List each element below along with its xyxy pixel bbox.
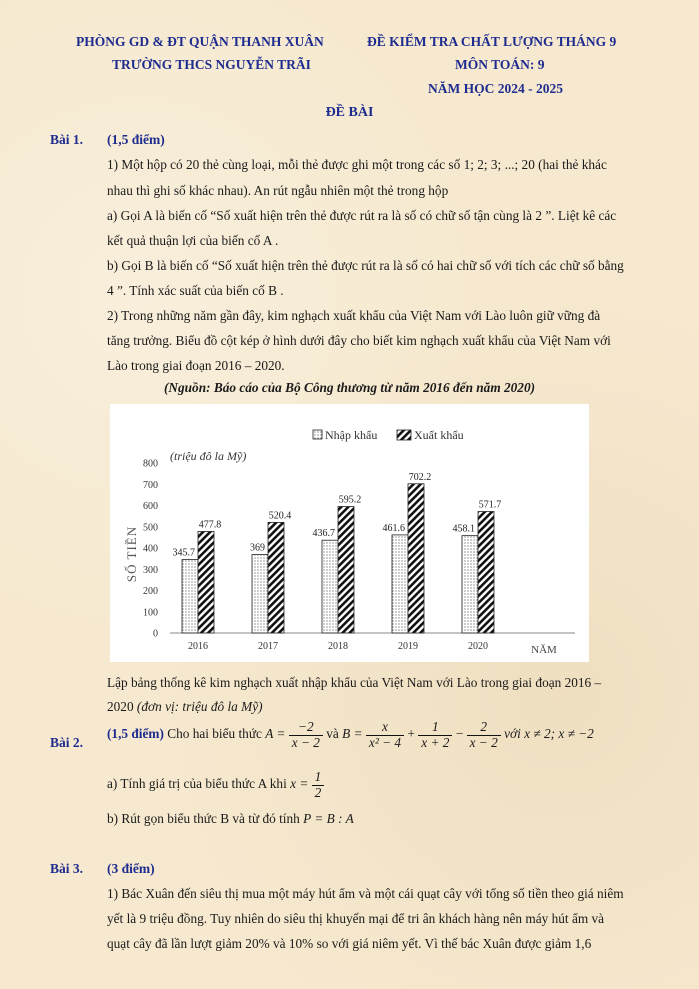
chart-task-year: 2020 bbox=[107, 699, 137, 714]
import-bar bbox=[462, 536, 478, 633]
problem-2b bbox=[107, 811, 354, 827]
expr-b-term1 bbox=[366, 720, 404, 750]
legend-label-export: Xuất khẩu bbox=[414, 428, 464, 442]
fraction-denominator: x² − 4 bbox=[368, 734, 402, 750]
problem-1-line: 4 ”. Tính xác suất của biến cố B . bbox=[107, 283, 284, 298]
import-bar bbox=[182, 560, 198, 633]
import-bar bbox=[322, 540, 338, 633]
y-tick-label: 600 bbox=[143, 501, 158, 512]
x-tick-label: 2019 bbox=[398, 641, 418, 652]
expr-a-lhs: A = bbox=[265, 726, 286, 742]
problem-1-line: nhau thì ghi số khác nhau). An rút ngẫu nhiên một thẻ trong hộp bbox=[107, 183, 449, 198]
exam-title: ĐỀ KIỂM TRA CHẤT LƯỢNG THÁNG 9 bbox=[367, 34, 617, 49]
x-tick-label: 2017 bbox=[258, 641, 278, 652]
problem-1-line: kết quả thuận lợi của biến cố A . bbox=[107, 233, 279, 248]
expr-b-term3 bbox=[467, 720, 501, 750]
fraction-numerator: 1 bbox=[418, 720, 452, 736]
problem-2a-x: x = bbox=[290, 776, 309, 792]
expr-a-fraction bbox=[289, 720, 323, 750]
problem-1-line: 1) Một hộp có 20 thẻ cùng loại, mỗi thẻ được ghi một trong các số 1; 2; 3; ...; 20 (hai thẻ khác bbox=[107, 157, 607, 172]
chart-task-line-2 bbox=[107, 699, 263, 715]
export-bar bbox=[338, 507, 354, 633]
expr-b-term2 bbox=[418, 720, 452, 750]
legend-swatch-export bbox=[397, 430, 411, 440]
fraction-numerator: 1 bbox=[312, 770, 325, 786]
x-tick-label: 2018 bbox=[328, 641, 348, 652]
y-tick-label: 300 bbox=[143, 564, 158, 576]
y-axis-title: SỐ TIỀN bbox=[124, 525, 139, 583]
y-tick-label: 800 bbox=[143, 458, 158, 470]
problem-1-points: (1,5 điểm) bbox=[107, 132, 165, 147]
import-value-label: 461.6 bbox=[382, 522, 405, 534]
fraction-numerator: 2 bbox=[467, 720, 501, 736]
x-tick-label: 2016 bbox=[188, 641, 208, 652]
import-bar bbox=[392, 535, 408, 633]
subject: MÔN TOÁN: 9 bbox=[455, 57, 545, 72]
legend-label-import: Nhập khẩu bbox=[325, 428, 378, 442]
problem-1-line: 2) Trong những năm gần đây, kim nghạch xuất khẩu của Việt Nam với Lào luôn giữ vững đà bbox=[107, 308, 601, 323]
x-tick-label: 2020 bbox=[468, 641, 488, 652]
import-value-label: 436.7 bbox=[312, 528, 335, 540]
y-tick-label: 400 bbox=[143, 543, 158, 555]
export-value-label: 520.4 bbox=[268, 510, 292, 522]
problem-1-line: tăng trưởng. Biểu đồ cột kép ở hình dưới đây cho biết kim nghạch xuất khẩu của Việt Nam với bbox=[107, 333, 611, 348]
chart-panel bbox=[110, 404, 589, 662]
import-value-label: 369 bbox=[250, 542, 265, 554]
unit-note: (triệu đô la Mỹ) bbox=[170, 449, 247, 463]
problem-3-label: Bài 3. bbox=[50, 861, 84, 876]
problem-2-points: (1,5 điểm) bbox=[107, 726, 164, 742]
problem-2a bbox=[107, 770, 324, 800]
plus-sign: + bbox=[407, 726, 415, 742]
school-year: NĂM HỌC 2024 - 2025 bbox=[428, 81, 563, 96]
problem-2-statement bbox=[107, 720, 594, 750]
export-value-label: 571.7 bbox=[478, 499, 502, 511]
import-value-label: 458.1 bbox=[452, 523, 475, 535]
y-tick-label: 700 bbox=[143, 479, 158, 491]
school-name: TRƯỜNG THCS NGUYỄN TRÃI bbox=[112, 57, 311, 72]
problem-1-label: Bài 1. bbox=[50, 132, 84, 147]
problem-2a-text: a) Tính giá trị của biểu thức A khi bbox=[107, 776, 287, 792]
problem-1-line: Lào trong giai đoạn 2016 – 2020. bbox=[107, 358, 285, 373]
chart-task-line: Lập bảng thống kê kim nghạch xuất nhập khẩu của Việt Nam với Lào trong giai đoạn 2016 – bbox=[107, 675, 602, 690]
export-value-label: 702.2 bbox=[408, 471, 432, 483]
fraction-numerator: −2 bbox=[289, 720, 323, 736]
problem-2b-text: b) Rút gọn biểu thức B và từ đó tính bbox=[107, 811, 300, 826]
chart-source: (Nguồn: Báo cáo của Bộ Công thương từ năm 2016 đến năm 2020) bbox=[163, 380, 536, 395]
fraction-denominator: x + 2 bbox=[421, 734, 450, 750]
fraction-denominator: x − 2 bbox=[469, 734, 498, 750]
export-value-label: 595.2 bbox=[338, 494, 362, 506]
problem-2-label: Bài 2. bbox=[50, 735, 84, 750]
fraction-denominator: x − 2 bbox=[291, 734, 320, 750]
chart-task-unit: (đơn vị: triệu đô la Mỹ) bbox=[136, 699, 263, 714]
y-tick-label: 100 bbox=[143, 607, 158, 619]
problem-1-line: a) Gọi A là biến cố “Số xuất hiện trên thẻ được rút ra là số có chữ số tận cùng là 2 ”. Liệt kê các bbox=[107, 208, 617, 223]
problem-2-intro: Cho hai biểu thức bbox=[167, 726, 262, 742]
y-tick-label: 500 bbox=[143, 522, 158, 534]
bar-chart bbox=[110, 404, 589, 662]
expr-b-lhs: B = bbox=[342, 726, 363, 742]
minus-sign: − bbox=[455, 726, 464, 742]
legend-swatch-import bbox=[313, 430, 322, 439]
problem-3-line: 1) Bác Xuân đến siêu thị mua một máy hút ẩm và một cái quạt cây với tổng số tiền theo giá niêm bbox=[107, 886, 624, 901]
export-bar bbox=[478, 512, 494, 633]
import-bar bbox=[252, 555, 268, 633]
fraction-denominator: 2 bbox=[314, 784, 322, 800]
x-axis-title: NĂM bbox=[531, 644, 557, 656]
conjunction: và bbox=[326, 726, 339, 742]
department-name: PHÒNG GD & ĐT QUẬN THANH XUÂN bbox=[76, 34, 324, 49]
problem-1-line: b) Gọi B là biến cố “Số xuất hiện trên thẻ được rút ra là số có hai chữ số với tích các chữ số bằng bbox=[107, 258, 624, 273]
export-bar bbox=[268, 522, 284, 633]
problem-2b-expr: P = B : A bbox=[303, 811, 354, 826]
fraction-numerator: x bbox=[366, 720, 404, 736]
import-value-label: 345.7 bbox=[172, 547, 195, 559]
page-title: ĐỀ BÀI bbox=[325, 105, 374, 120]
problem-3-line: yết là 9 triệu đồng. Tuy nhiên do siêu thị khuyến mại để tri ân khách hàng nên máy hút ẩm và bbox=[107, 911, 605, 926]
y-tick-label: 200 bbox=[143, 586, 158, 597]
y-tick-label: 0 bbox=[153, 628, 158, 640]
domain-condition: với x ≠ 2; x ≠ −2 bbox=[504, 726, 594, 742]
problem-2a-fraction bbox=[312, 770, 325, 800]
problem-3-points: (3 điểm) bbox=[107, 861, 155, 876]
export-bar bbox=[408, 484, 424, 633]
export-value-label: 477.8 bbox=[198, 519, 222, 531]
export-bar bbox=[198, 531, 214, 633]
problem-3-line: quạt cây đã lần lượt giảm 20% và 10% so với giá niêm yết. Vì thế bác Xuân được giảm 1,6 bbox=[107, 936, 592, 951]
